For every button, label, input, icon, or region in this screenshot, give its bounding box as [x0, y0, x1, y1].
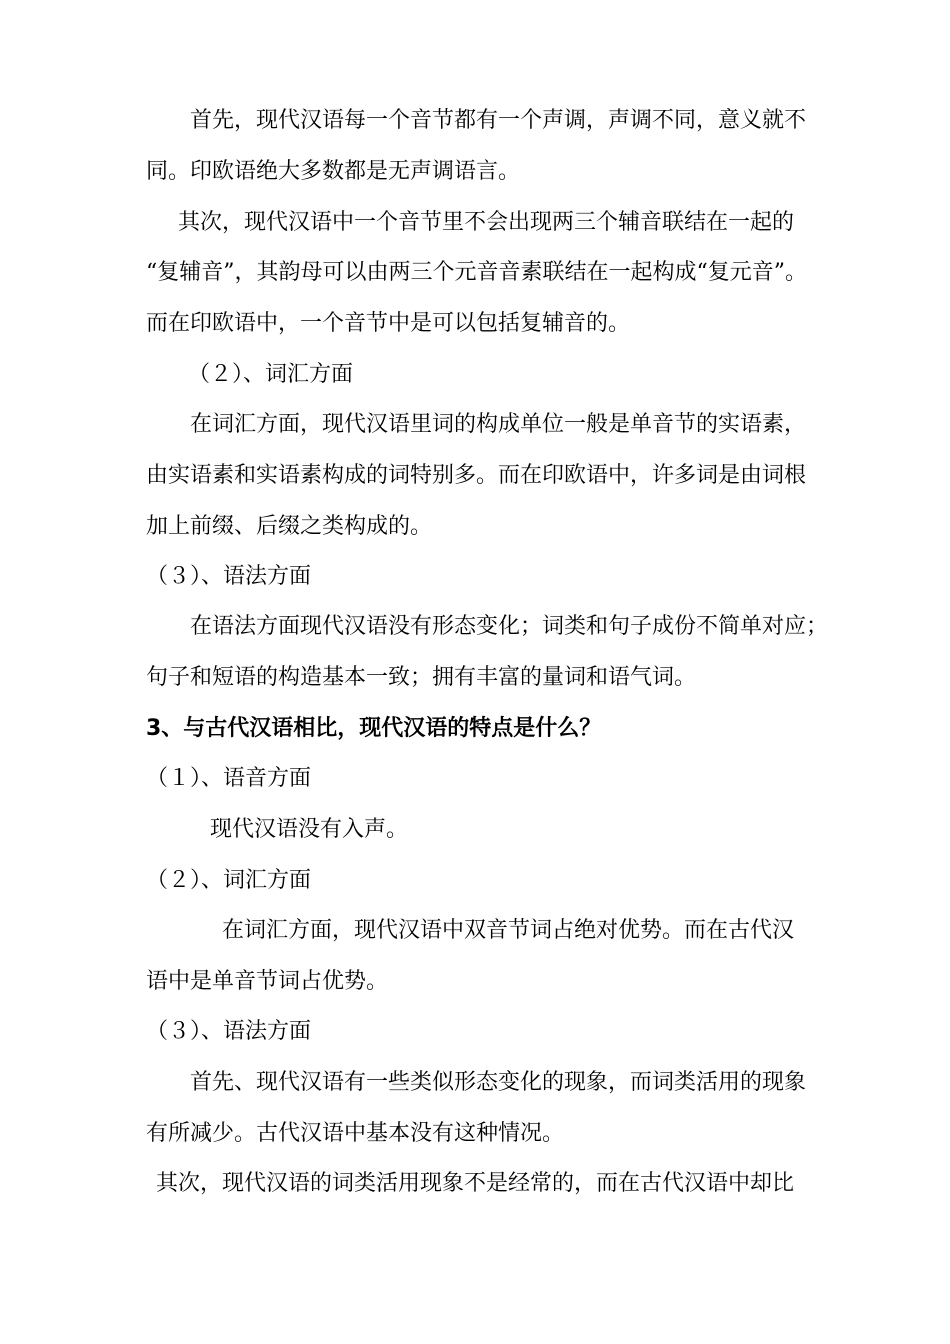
section-heading: （２）、词汇方面	[188, 362, 354, 387]
question-heading: 3、与古代汉语相比，现代汉语的特点是什么？	[146, 716, 602, 741]
section-heading: （３）、语法方面	[146, 564, 312, 589]
paragraph-line: 首先、现代汉语有一些类似形态变化的现象，而词类活用的现象	[190, 1070, 807, 1095]
paragraph-line: 加上前缀、后缀之类构成的。	[146, 514, 433, 539]
section-heading: （３）、语法方面	[146, 1019, 312, 1044]
paragraph-line: 由实语素和实语素构成的词特别多。而在印欧语中，许多词是由词根	[146, 463, 807, 488]
section-heading: （２）、词汇方面	[146, 868, 312, 893]
paragraph-line: 句子和短语的构造基本一致；拥有丰富的量词和语气词。	[146, 665, 697, 690]
paragraph-line: 而在印欧语中，一个音节中是可以包括复辅音的。	[146, 311, 631, 336]
paragraph-line: 其次，现代汉语中一个音节里不会出现两三个辅音联结在一起的	[178, 210, 795, 235]
paragraph-line: 在词汇方面，现代汉语中双音节词占绝对优势。而在古代汉	[222, 918, 795, 943]
paragraph-line: 首先，现代汉语每一个音节都有一个声调，声调不同，意义就不	[190, 108, 807, 133]
paragraph-line: 语中是单音节词占优势。	[146, 969, 389, 994]
paragraph-line: 其次，现代汉语的词类活用现象不是经常的，而在古代汉语中却比	[156, 1171, 795, 1196]
paragraph-line: 在语法方面现代汉语没有形态变化；词类和句子成份不简单对应；	[190, 614, 829, 639]
paragraph-line: 同。印欧语绝大多数都是无声调语言。	[146, 159, 521, 184]
section-heading: （１）、语音方面	[146, 766, 312, 791]
paragraph-line: “复辅音”，其韵母可以由两三个元音音素联结在一起构成“复元音”。	[146, 260, 807, 285]
paragraph-line: 现代汉语没有入声。	[210, 817, 409, 842]
paragraph-line: 在词汇方面，现代汉语里词的构成单位一般是单音节的实语素，	[190, 412, 807, 437]
paragraph-line: 有所减少。古代汉语中基本没有这种情况。	[146, 1121, 565, 1146]
